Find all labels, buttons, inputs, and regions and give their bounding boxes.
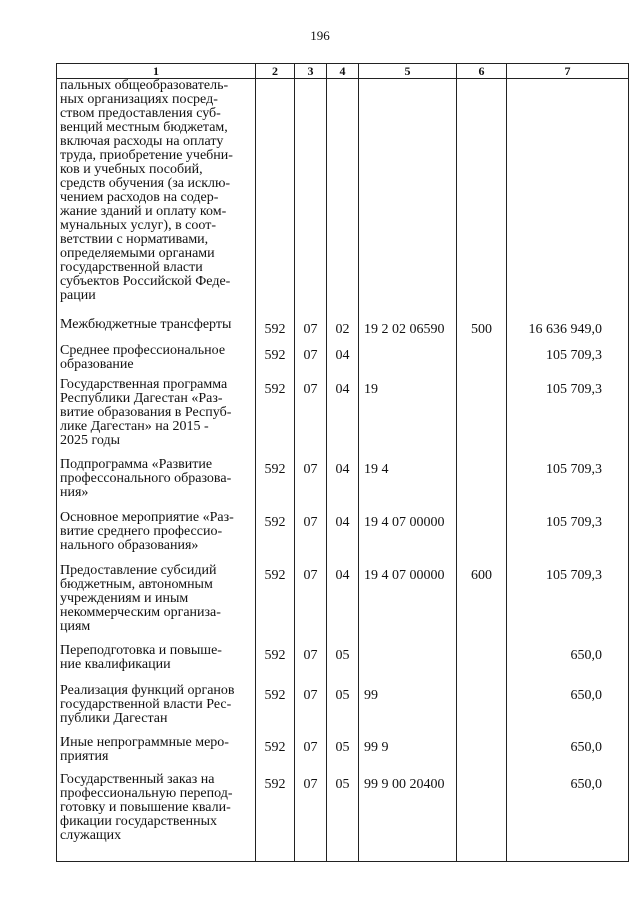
table-row xyxy=(57,79,629,318)
row-name-line: Переподготовка и повыше- xyxy=(60,642,222,658)
row-name-line: витие среднего профессио- xyxy=(60,523,223,539)
row-name-line: Иные непрограммные меро- xyxy=(60,734,229,750)
column-header-3: 3 xyxy=(295,64,327,79)
row-name-line: ством предоставления суб- xyxy=(60,106,221,121)
amount-cell: 650,0 xyxy=(507,773,629,862)
table-row xyxy=(57,644,629,684)
subsection-code-cell: 05 xyxy=(327,773,359,862)
table-row xyxy=(57,736,629,773)
admin-code-cell: 592 xyxy=(256,684,295,736)
section-code-cell: 07 xyxy=(295,318,327,344)
subsection-code-cell: 04 xyxy=(327,458,359,511)
table-row xyxy=(57,318,629,344)
amount-cell: 105 709,3 xyxy=(507,378,629,458)
section-code-cell: 07 xyxy=(295,378,327,458)
table-row xyxy=(57,684,629,736)
row-name-line: включая расходы на оплату xyxy=(60,134,224,149)
target-article-cell xyxy=(359,79,457,318)
row-name-line: государственной власти Рес- xyxy=(60,696,232,712)
target-article-cell: 19 4 07 00000 xyxy=(359,564,457,644)
amount-cell: 650,0 xyxy=(507,644,629,684)
amount-cell: 105 709,3 xyxy=(507,564,629,644)
row-name-cell xyxy=(57,318,256,344)
row-name-line: рации xyxy=(60,288,96,303)
admin-code-cell: 592 xyxy=(256,458,295,511)
expense-type-cell xyxy=(457,644,507,684)
budget-table xyxy=(56,63,629,862)
row-name-line: Основное мероприятие «Раз- xyxy=(60,509,234,525)
admin-code-cell xyxy=(256,79,295,318)
expense-type-cell xyxy=(457,458,507,511)
target-article-cell: 99 9 xyxy=(359,736,457,773)
row-name-line: Среднее профессиональное xyxy=(60,342,226,358)
row-name-line: жание зданий и оплату ком- xyxy=(60,204,227,219)
table-body xyxy=(57,79,629,862)
row-name-cell xyxy=(57,511,256,564)
row-name-line: 2025 годы xyxy=(60,432,121,448)
row-name-cell xyxy=(57,79,256,318)
section-code-cell: 07 xyxy=(295,736,327,773)
row-name-line: Республики Дагестан «Раз- xyxy=(60,390,223,406)
section-code-cell: 07 xyxy=(295,773,327,862)
row-name-line: профессиональную перепод- xyxy=(60,785,233,801)
row-name-line: труда, приобретение учебни- xyxy=(60,148,233,163)
section-code-cell: 07 xyxy=(295,684,327,736)
section-code-cell xyxy=(295,79,327,318)
row-name-line: витие образования в Респуб- xyxy=(60,404,232,420)
row-name-line: готовку и повышение квали- xyxy=(60,799,231,815)
subsection-code-cell: 05 xyxy=(327,644,359,684)
column-header-7: 7 xyxy=(507,64,629,79)
admin-code-cell: 592 xyxy=(256,344,295,378)
section-code-cell: 07 xyxy=(295,511,327,564)
row-name-line: некоммерческим организа- xyxy=(60,604,221,620)
row-name-cell xyxy=(57,344,256,378)
admin-code-cell: 592 xyxy=(256,773,295,862)
column-header-1: 1 xyxy=(57,64,256,79)
expense-type-cell: 600 xyxy=(457,564,507,644)
amount-cell: 105 709,3 xyxy=(507,344,629,378)
row-name-line: Межбюджетные трансферты xyxy=(60,316,232,332)
subsection-code-cell: 02 xyxy=(327,318,359,344)
expense-type-cell: 500 xyxy=(457,318,507,344)
row-name-line: бюджетным, автономным xyxy=(60,576,213,592)
row-name-cell xyxy=(57,773,256,862)
expense-type-cell xyxy=(457,79,507,318)
row-name-line: профессонального образова- xyxy=(60,470,232,486)
amount-cell: 650,0 xyxy=(507,736,629,773)
admin-code-cell: 592 xyxy=(256,644,295,684)
subsection-code-cell: 04 xyxy=(327,344,359,378)
section-code-cell: 07 xyxy=(295,644,327,684)
row-name-cell xyxy=(57,644,256,684)
expense-type-cell xyxy=(457,378,507,458)
row-name-line: мунальных услуг), в соот- xyxy=(60,218,216,233)
table-row xyxy=(57,458,629,511)
row-name-line: Государственный заказ на xyxy=(60,771,215,787)
row-name-line: пальных общеобразователь- xyxy=(60,78,229,93)
admin-code-cell: 592 xyxy=(256,318,295,344)
column-header-5: 5 xyxy=(359,64,457,79)
row-name-line: Государственная программа xyxy=(60,376,228,392)
admin-code-cell: 592 xyxy=(256,564,295,644)
row-name-line: лике Дагестан» на 2015 - xyxy=(60,418,209,434)
expense-type-cell xyxy=(457,344,507,378)
row-name-line: чением расходов на содер- xyxy=(60,190,219,205)
column-header-6: 6 xyxy=(457,64,507,79)
target-article-cell: 19 xyxy=(359,378,457,458)
table-row xyxy=(57,511,629,564)
target-article-cell: 19 4 07 00000 xyxy=(359,511,457,564)
page-number: 196 xyxy=(310,28,330,43)
subsection-code-cell: 04 xyxy=(327,378,359,458)
table-row xyxy=(57,344,629,378)
row-name-line: государственной власти xyxy=(60,260,203,275)
amount-cell: 16 636 949,0 xyxy=(507,318,629,344)
amount-cell: 105 709,3 xyxy=(507,511,629,564)
target-article-cell: 99 xyxy=(359,684,457,736)
row-name-line: средств обучения (за исклю- xyxy=(60,176,231,191)
admin-code-cell: 592 xyxy=(256,378,295,458)
row-name-line: ние квалификации xyxy=(60,656,171,672)
amount-cell: 105 709,3 xyxy=(507,458,629,511)
subsection-code-cell: 04 xyxy=(327,511,359,564)
admin-code-cell: 592 xyxy=(256,736,295,773)
row-name-line: субъектов Российской Феде- xyxy=(60,274,231,289)
subsection-code-cell xyxy=(327,79,359,318)
section-code-cell: 07 xyxy=(295,458,327,511)
row-name-line: Реализация функций органов xyxy=(60,682,235,698)
target-article-cell xyxy=(359,644,457,684)
amount-cell: 650,0 xyxy=(507,684,629,736)
expense-type-cell xyxy=(457,511,507,564)
table-row xyxy=(57,378,629,458)
row-name-cell xyxy=(57,684,256,736)
column-header-2: 2 xyxy=(256,64,295,79)
row-name-line: Подпрограмма «Развитие xyxy=(60,456,213,472)
row-name-cell xyxy=(57,736,256,773)
subsection-code-cell: 05 xyxy=(327,736,359,773)
row-name-line: образование xyxy=(60,356,134,372)
row-name-cell xyxy=(57,564,256,644)
subsection-code-cell: 04 xyxy=(327,564,359,644)
row-name-line: служащих xyxy=(60,827,122,843)
table-row xyxy=(57,564,629,644)
column-header-4: 4 xyxy=(327,64,359,79)
row-name-line: Предоставление субсидий xyxy=(60,562,217,578)
admin-code-cell: 592 xyxy=(256,511,295,564)
expense-type-cell xyxy=(457,773,507,862)
row-name-line: фикации государственных xyxy=(60,813,218,829)
target-article-cell: 19 2 02 06590 xyxy=(359,318,457,344)
table-row xyxy=(57,773,629,862)
target-article-cell: 99 9 00 20400 xyxy=(359,773,457,862)
row-name-line: публики Дагестан xyxy=(60,710,168,726)
row-name-line: ков и учебных пособий, xyxy=(60,162,203,177)
section-code-cell: 07 xyxy=(295,344,327,378)
target-article-cell: 19 4 xyxy=(359,458,457,511)
row-name-line: нального образования» xyxy=(60,537,199,553)
expense-type-cell xyxy=(457,736,507,773)
row-name-line: циям xyxy=(60,618,91,634)
row-name-line: приятия xyxy=(60,748,109,764)
section-code-cell: 07 xyxy=(295,564,327,644)
row-name-line: ния» xyxy=(60,484,89,500)
row-name-line: определяемыми органами xyxy=(60,246,215,261)
expense-type-cell xyxy=(457,684,507,736)
row-name-cell xyxy=(57,378,256,458)
row-name-line: ветствии с нормативами, xyxy=(60,232,209,247)
row-name-line: ных организациях посред- xyxy=(60,92,218,107)
subsection-code-cell: 05 xyxy=(327,684,359,736)
row-name-cell xyxy=(57,458,256,511)
row-name-line: венций местным бюджетам, xyxy=(60,120,228,135)
amount-cell xyxy=(507,79,629,318)
table-header-row xyxy=(57,64,629,79)
target-article-cell xyxy=(359,344,457,378)
row-name-line: учреждениям и иным xyxy=(60,590,189,606)
